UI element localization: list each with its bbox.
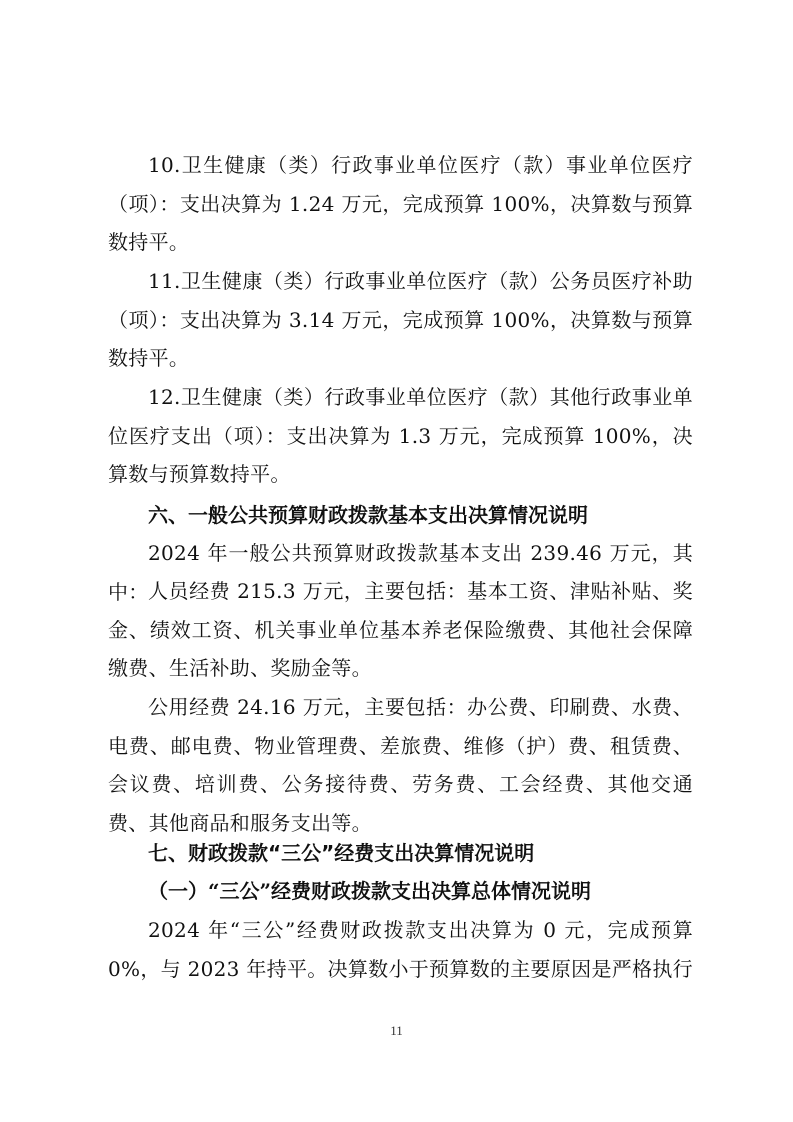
paragraph-item-12: 12.卫生健康（类）行政事业单位医疗（款）其他行政事业单位医疗支出（项）：支出决算为 1.3 万元，完成预算 100%，决算数与预算数持平。 xyxy=(108,385,693,486)
page-number: 11 xyxy=(390,1023,403,1038)
section-7-heading: 七、财政拨款“三公”经费支出决算情况说明 xyxy=(148,841,535,865)
section-6-public-expenses: 公用经费 24.16 万元，主要包括：办公费、印刷费、水费、电费、邮电费、物业管理费、差旅费、维修（护）费、租赁费、会议费、培训费、公务接待费、劳务费、工会经费、其他交通费、其他商品和服务支出等。 xyxy=(108,695,693,835)
section-6-heading: 六、一般公共预算财政拨款基本支出决算情况说明 xyxy=(148,503,588,527)
paragraph-item-10: 10.卫生健康（类）行政事业单位医疗（款）事业单位医疗（项）：支出决算为 1.24 万元，完成预算 100%，决算数与预算数持平。 xyxy=(108,153,693,254)
section-6-summary: 2024 年一般公共预算财政拨款基本支出 239.46 万元，其中： xyxy=(108,541,693,604)
paragraph-item-11: 11.卫生健康（类）行政事业单位医疗（款）公务员医疗补助（项）：支出决算为 3.14 万元，完成预算 100%，决算数与预算数持平。 xyxy=(108,269,693,370)
section-7-body: 2024 年“三公”经费财政拨款支出决算为 0 元，完成预算 0%，与 2023 年持平。决算数小于预算数的主要原因是严格执行 xyxy=(108,918,693,981)
section-6-personnel-expenses: 人员经费 215.3 万元，主要包括：基本工资、津贴补贴、奖金、绩效工资、机关事业单位基本养老保险缴费、其他社会保障缴费、生活补助、奖励金等。 xyxy=(108,579,693,680)
section-7-subheading: （一）“三公”经费财政拨款支出决算总体情况说明 xyxy=(148,879,592,903)
